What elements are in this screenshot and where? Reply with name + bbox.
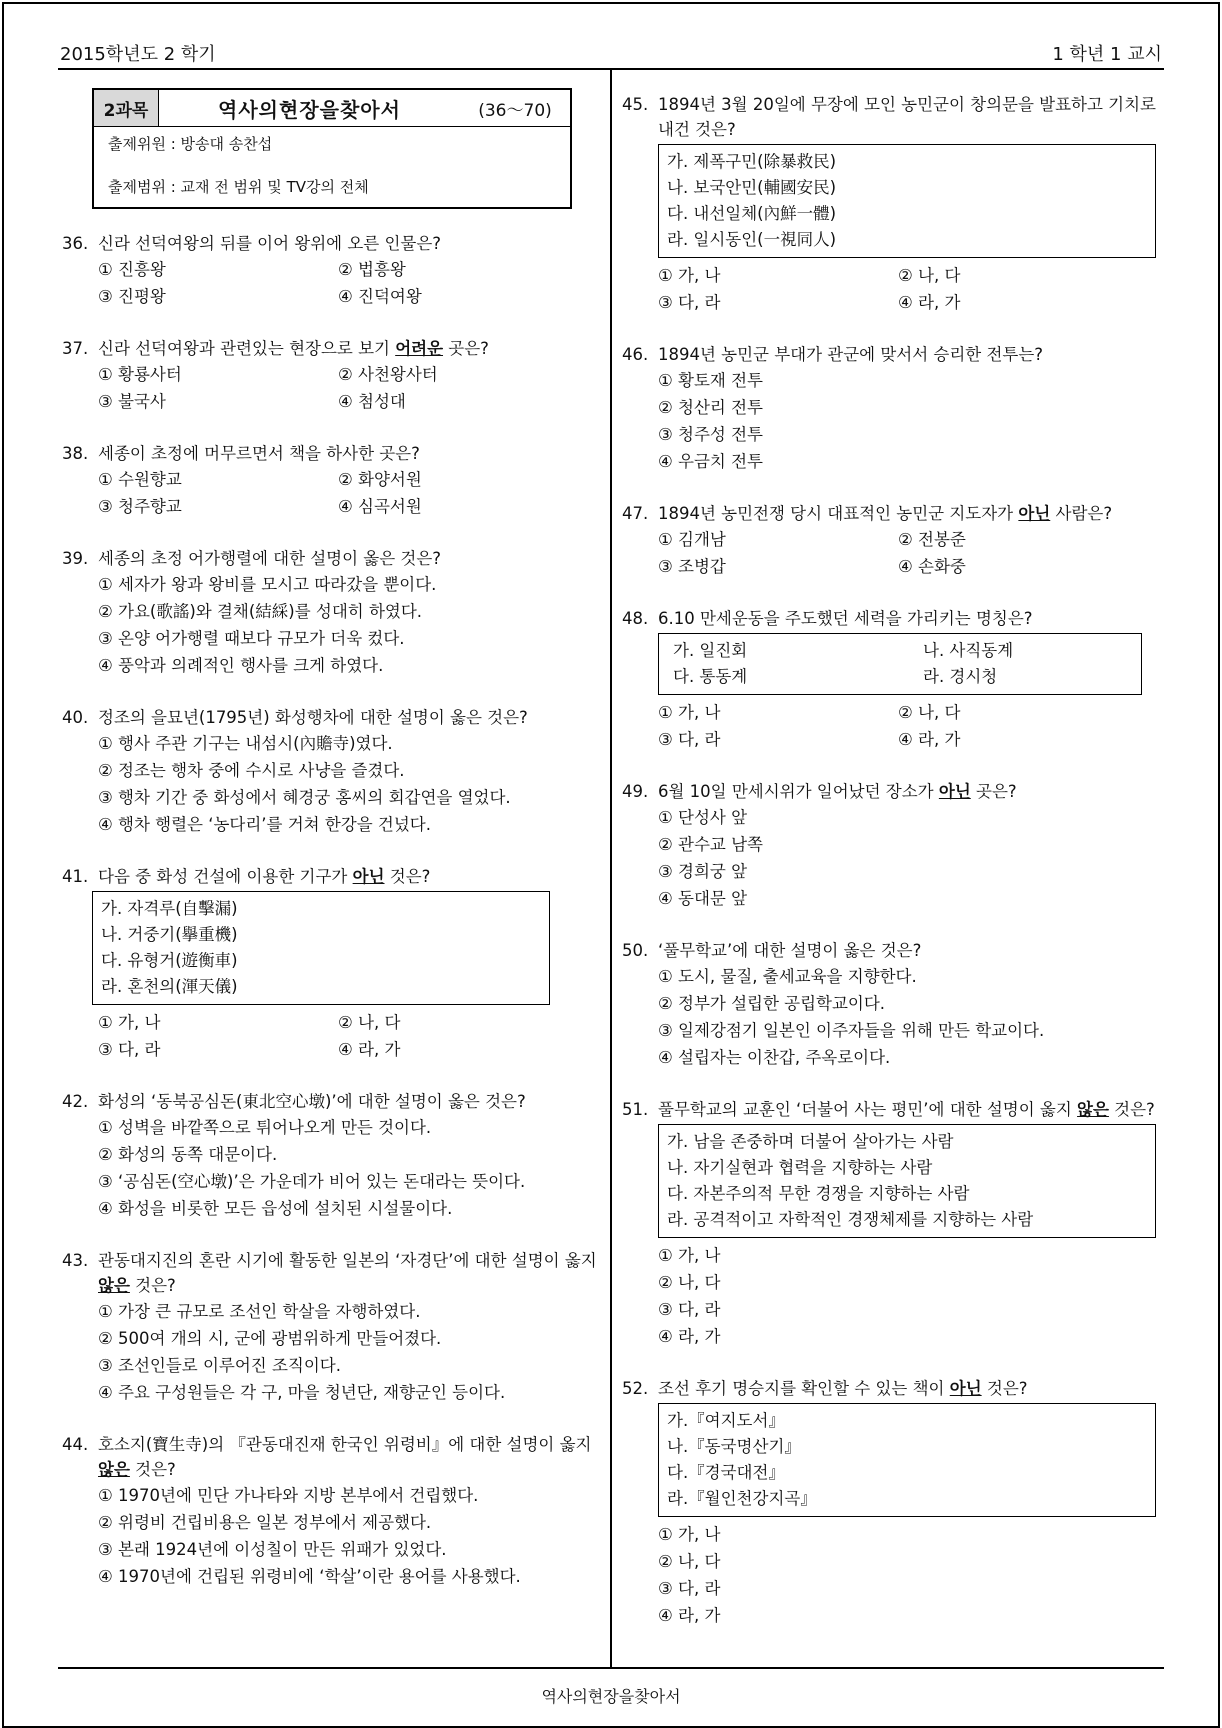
question-text: 다음 중 화성 건설에 이용한 기구가 아닌 것은? bbox=[98, 867, 431, 886]
question-text: 풀무학교의 교훈인 ‘더불어 사는 평민’에 대한 설명이 옳지 않은 것은? bbox=[658, 1100, 1155, 1119]
box-item: 나. 사직동계 bbox=[923, 641, 1014, 660]
box-item: 나. 거중기(擧重機) bbox=[101, 925, 238, 944]
box-item: 다. 자본주의적 무한 경쟁을 지향하는 사람 bbox=[667, 1184, 970, 1203]
option[interactable]: ③ 조병갑 bbox=[658, 557, 726, 576]
option[interactable]: ① 가, 나 bbox=[658, 703, 721, 722]
question-38 bbox=[62, 441, 602, 520]
right-column bbox=[622, 92, 1162, 1655]
option[interactable]: ① 도시, 물질, 출세교육을 지향한다. bbox=[658, 967, 917, 986]
option[interactable]: ③ 온양 어가행렬 때보다 규모가 더욱 컸다. bbox=[98, 629, 405, 648]
option[interactable]: ③ 다, 라 bbox=[658, 730, 721, 749]
option[interactable]: ① 황룡사터 bbox=[98, 365, 182, 384]
option[interactable]: ④ 첨성대 bbox=[338, 392, 406, 411]
question-52 bbox=[622, 1376, 1162, 1629]
question-text: 호소지(寶生寺)의 『관동대진재 한국인 위령비』에 대한 설명이 옳지 않은 것은? bbox=[98, 1435, 592, 1479]
option[interactable]: ① 가장 큰 규모로 조선인 학살을 자행하였다. bbox=[98, 1302, 421, 1321]
question-number: 47. bbox=[622, 504, 649, 523]
footer-title: 역사의현장을찾아서 bbox=[541, 1687, 681, 1706]
subject-title: 역사의현장을찾아서 bbox=[218, 97, 401, 122]
option[interactable]: ③ 본래 1924년에 이성칠이 만든 위패가 있었다. bbox=[98, 1540, 447, 1559]
option[interactable]: ③ ‘공심돈(空心墩)’은 가운데가 비어 있는 돈대라는 뜻이다. bbox=[98, 1172, 526, 1191]
box-item: 라. 공격적이고 자학적인 경쟁체제를 지향하는 사람 bbox=[667, 1210, 1034, 1229]
option[interactable]: ④ 라, 가 bbox=[338, 1040, 401, 1059]
box-item: 다.『경국대전』 bbox=[667, 1463, 785, 1482]
option[interactable]: ③ 청주향교 bbox=[98, 497, 182, 516]
header-term: 2015학년도 2 학기 bbox=[60, 44, 216, 65]
option[interactable]: ④ 라, 가 bbox=[898, 293, 961, 312]
subject-examiner: 출제위원 : 방송대 송찬섭 bbox=[108, 135, 273, 153]
question-number: 44. bbox=[62, 1435, 89, 1454]
choice-box bbox=[658, 633, 1142, 695]
question-number: 41. bbox=[62, 867, 89, 886]
option[interactable]: ④ 손화중 bbox=[898, 557, 966, 576]
option[interactable]: ② 정조는 행차 중에 수시로 사냥을 즐겼다. bbox=[98, 761, 405, 780]
box-item: 나.『동국명산기』 bbox=[667, 1437, 801, 1456]
option[interactable]: ② 청산리 전투 bbox=[658, 398, 763, 417]
question-51 bbox=[622, 1097, 1162, 1350]
option[interactable]: ③ 행차 기간 중 화성에서 혜경궁 홍씨의 회갑연을 열었다. bbox=[98, 788, 511, 807]
option[interactable]: ① 수원향교 bbox=[98, 470, 182, 489]
option[interactable]: ③ 청주성 전투 bbox=[658, 425, 763, 444]
option[interactable]: ③ 진평왕 bbox=[98, 287, 166, 306]
option[interactable]: ④ 1970년에 건립된 위령비에 ‘학살’이란 용어를 사용했다. bbox=[98, 1567, 521, 1586]
box-item: 가. 제폭구민(除暴救民) bbox=[667, 152, 837, 171]
question-text: 신라 선덕여왕의 뒤를 이어 왕위에 오른 인물은? bbox=[98, 234, 442, 253]
question-36 bbox=[62, 231, 602, 310]
question-text: 화성의 ‘동북공심돈(東北空心墩)’에 대한 설명이 옳은 것은? bbox=[98, 1092, 526, 1111]
question-text: 신라 선덕여왕과 관련있는 현장으로 보기 어려운 곳은? bbox=[98, 339, 489, 358]
option[interactable]: ② 사천왕사터 bbox=[338, 365, 438, 384]
option[interactable]: ② 500여 개의 시, 군에 광범위하게 만들어졌다. bbox=[98, 1329, 442, 1348]
question-41 bbox=[62, 864, 602, 1063]
question-50 bbox=[622, 938, 1162, 1071]
option[interactable]: ① 1970년에 민단 가나타와 지방 본부에서 건립했다. bbox=[98, 1486, 479, 1505]
option[interactable]: ② 위령비 건립비용은 일본 정부에서 제공했다. bbox=[98, 1513, 432, 1532]
option[interactable]: ④ 라, 가 bbox=[658, 1327, 721, 1346]
question-text: 세종이 초정에 머무르면서 책을 하사한 곳은? bbox=[98, 444, 420, 463]
column-divider bbox=[610, 70, 612, 1667]
option[interactable]: ① 단성사 앞 bbox=[658, 808, 748, 827]
question-number: 52. bbox=[622, 1379, 649, 1398]
footer-divider bbox=[58, 1667, 1164, 1669]
question-46 bbox=[622, 342, 1162, 475]
box-item: 가. 남을 존중하며 더불어 살아가는 사람 bbox=[667, 1132, 954, 1151]
question-number: 37. bbox=[62, 339, 89, 358]
option[interactable]: ① 김개남 bbox=[658, 530, 726, 549]
option[interactable]: ① 행사 주관 기구는 내섬시(內贍寺)였다. bbox=[98, 734, 393, 753]
question-49 bbox=[622, 779, 1162, 912]
question-text: 조선 후기 명승지를 확인할 수 있는 책이 아닌 것은? bbox=[658, 1379, 1028, 1398]
option[interactable]: ④ 풍악과 의례적인 행사를 크게 하였다. bbox=[98, 656, 384, 675]
question-number: 46. bbox=[622, 345, 649, 364]
question-37 bbox=[62, 336, 602, 415]
option[interactable]: ③ 경희궁 앞 bbox=[658, 862, 748, 881]
question-number: 51. bbox=[622, 1100, 649, 1119]
box-item: 가. 자격루(自擊漏) bbox=[101, 899, 238, 918]
question-number: 50. bbox=[622, 941, 649, 960]
box-item: 나. 보국안민(輔國安民) bbox=[667, 178, 837, 197]
option[interactable]: ① 가, 나 bbox=[658, 1246, 721, 1265]
emphasis: 어려운 bbox=[395, 339, 444, 358]
option[interactable]: ④ 화성을 비롯한 모든 읍성에 설치된 시설물이다. bbox=[98, 1199, 453, 1218]
emphasis: 아닌 bbox=[1018, 504, 1051, 523]
option[interactable]: ② 가요(歌謠)와 결채(結綵)를 성대히 하였다. bbox=[98, 602, 423, 621]
question-number: 42. bbox=[62, 1092, 89, 1111]
option[interactable]: ④ 심곡서원 bbox=[338, 497, 422, 516]
question-48 bbox=[622, 606, 1162, 753]
box-item: 라.『월인천강지곡』 bbox=[667, 1489, 817, 1508]
option[interactable]: ① 황토재 전투 bbox=[658, 371, 763, 390]
box-item: 라. 혼천의(渾天儀) bbox=[101, 977, 238, 996]
box-item: 가. 일진회 bbox=[673, 641, 748, 660]
question-45 bbox=[622, 92, 1162, 316]
subject-range: (36～70) bbox=[478, 100, 552, 121]
option[interactable]: ③ 다, 라 bbox=[658, 1579, 721, 1598]
choice-box bbox=[92, 891, 550, 1005]
option[interactable]: ④ 진덕여왕 bbox=[338, 287, 422, 306]
question-number: 45. bbox=[622, 95, 649, 114]
question-number: 40. bbox=[62, 708, 89, 727]
option[interactable]: ④ 동대문 앞 bbox=[658, 889, 748, 908]
left-column bbox=[62, 88, 602, 1616]
box-item: 다. 유형거(遊衡車) bbox=[101, 951, 238, 970]
box-item: 다. 통동계 bbox=[673, 667, 748, 686]
question-number: 39. bbox=[62, 549, 89, 568]
option[interactable]: ① 가, 나 bbox=[658, 266, 721, 285]
option[interactable]: ② 화양서원 bbox=[338, 470, 422, 489]
question-44 bbox=[62, 1432, 602, 1590]
option[interactable]: ③ 불국사 bbox=[98, 392, 166, 411]
option[interactable]: ③ 다, 라 bbox=[658, 293, 721, 312]
subject-box bbox=[92, 88, 572, 209]
question-42 bbox=[62, 1089, 602, 1222]
option[interactable]: ① 성벽을 바깥쪽으로 튀어나오게 만든 것이다. bbox=[98, 1118, 432, 1137]
option[interactable]: ② 관수교 남쪽 bbox=[658, 835, 763, 854]
question-text: 1894년 농민군 부대가 관군에 맞서서 승리한 전투는? bbox=[658, 345, 1044, 364]
question-text: 관동대지진의 혼란 시기에 활동한 일본의 ‘자경단’에 대한 설명이 옳지 않은 것은? bbox=[98, 1251, 597, 1295]
question-47 bbox=[622, 501, 1162, 580]
option[interactable]: ③ 일제강점기 일본인 이주자들을 위해 만든 학교이다. bbox=[658, 1021, 1045, 1040]
option[interactable]: ② 나, 다 bbox=[898, 703, 961, 722]
question-number: 43. bbox=[62, 1251, 89, 1270]
question-text: 6월 10일 만세시위가 일어났던 장소가 아닌 곳은? bbox=[658, 782, 1017, 801]
option[interactable]: ② 나, 다 bbox=[898, 266, 961, 285]
question-39 bbox=[62, 546, 602, 679]
choice-box bbox=[658, 144, 1156, 258]
emphasis: 아닌 bbox=[352, 867, 385, 886]
option[interactable]: ③ 다, 라 bbox=[658, 1300, 721, 1319]
option[interactable]: ① 진흥왕 bbox=[98, 260, 166, 279]
box-item: 나. 자기실현과 협력을 지향하는 사람 bbox=[667, 1158, 933, 1177]
question-text: 세종의 초정 어가행렬에 대한 설명이 옳은 것은? bbox=[98, 549, 442, 568]
option[interactable]: ④ 라, 가 bbox=[658, 1606, 721, 1625]
option[interactable]: ② 나, 다 bbox=[338, 1013, 401, 1032]
choice-box bbox=[658, 1403, 1156, 1517]
subject-number: 2과목 bbox=[94, 90, 159, 126]
box-item: 라. 일시동인(一視同人) bbox=[667, 230, 837, 249]
question-40 bbox=[62, 705, 602, 838]
question-text: 1894년 3월 20일에 무장에 모인 농민군이 창의문을 발표하고 기치로 내건 것은? bbox=[658, 95, 1156, 139]
box-item: 다. 내선일체(內鮮一體) bbox=[667, 204, 837, 223]
emphasis: 않은 bbox=[98, 1460, 130, 1479]
question-number: 48. bbox=[622, 609, 649, 628]
question-number: 36. bbox=[62, 234, 89, 253]
emphasis: 아닌 bbox=[949, 1379, 982, 1398]
question-43 bbox=[62, 1248, 602, 1406]
option[interactable]: ① 세자가 왕과 왕비를 모시고 따라갔을 뿐이다. bbox=[98, 575, 437, 594]
option[interactable]: ② 나, 다 bbox=[658, 1273, 721, 1292]
emphasis: 아닌 bbox=[938, 782, 971, 801]
option[interactable]: ④ 설립자는 이찬갑, 주옥로이다. bbox=[658, 1048, 891, 1067]
option[interactable]: ① 가, 나 bbox=[98, 1013, 161, 1032]
question-text: ‘풀무학교’에 대한 설명이 옳은 것은? bbox=[658, 941, 922, 960]
option[interactable]: ③ 조선인들로 이루어진 조직이다. bbox=[98, 1356, 341, 1375]
box-item: 라. 경시청 bbox=[923, 667, 998, 686]
option[interactable]: ② 정부가 설립한 공립학교이다. bbox=[658, 994, 886, 1013]
question-number: 49. bbox=[622, 782, 649, 801]
option[interactable]: ④ 행차 행렬은 ‘농다리’를 거쳐 한강을 건넜다. bbox=[98, 815, 431, 834]
header-period: 1 학년 1 교시 bbox=[1052, 44, 1162, 65]
question-text: 1894년 농민전쟁 당시 대표적인 농민군 지도자가 아닌 사람은? bbox=[658, 504, 1113, 523]
subject-scope: 출제범위 : 교재 전 범위 및 TV강의 전체 bbox=[108, 178, 369, 196]
emphasis: 않은 bbox=[1077, 1100, 1109, 1119]
box-item: 가.『여지도서』 bbox=[667, 1411, 785, 1430]
option[interactable]: ① 가, 나 bbox=[658, 1525, 721, 1544]
option[interactable]: ② 법흥왕 bbox=[338, 260, 406, 279]
choice-box bbox=[658, 1124, 1156, 1238]
option[interactable]: ④ 우금치 전투 bbox=[658, 452, 763, 471]
option[interactable]: ③ 다, 라 bbox=[98, 1040, 161, 1059]
option[interactable]: ② 화성의 동쪽 대문이다. bbox=[98, 1145, 278, 1164]
question-text: 정조의 을묘년(1795년) 화성행차에 대한 설명이 옳은 것은? bbox=[98, 708, 528, 727]
option[interactable]: ④ 주요 구성원들은 각 구, 마을 청년단, 재향군인 등이다. bbox=[98, 1383, 506, 1402]
option[interactable]: ② 전봉준 bbox=[898, 530, 966, 549]
option[interactable]: ④ 라, 가 bbox=[898, 730, 961, 749]
question-text: 6.10 만세운동을 주도했던 세력을 가리키는 명칭은? bbox=[658, 609, 1033, 628]
emphasis: 않은 bbox=[98, 1276, 130, 1295]
option[interactable]: ② 나, 다 bbox=[658, 1552, 721, 1571]
question-number: 38. bbox=[62, 444, 89, 463]
